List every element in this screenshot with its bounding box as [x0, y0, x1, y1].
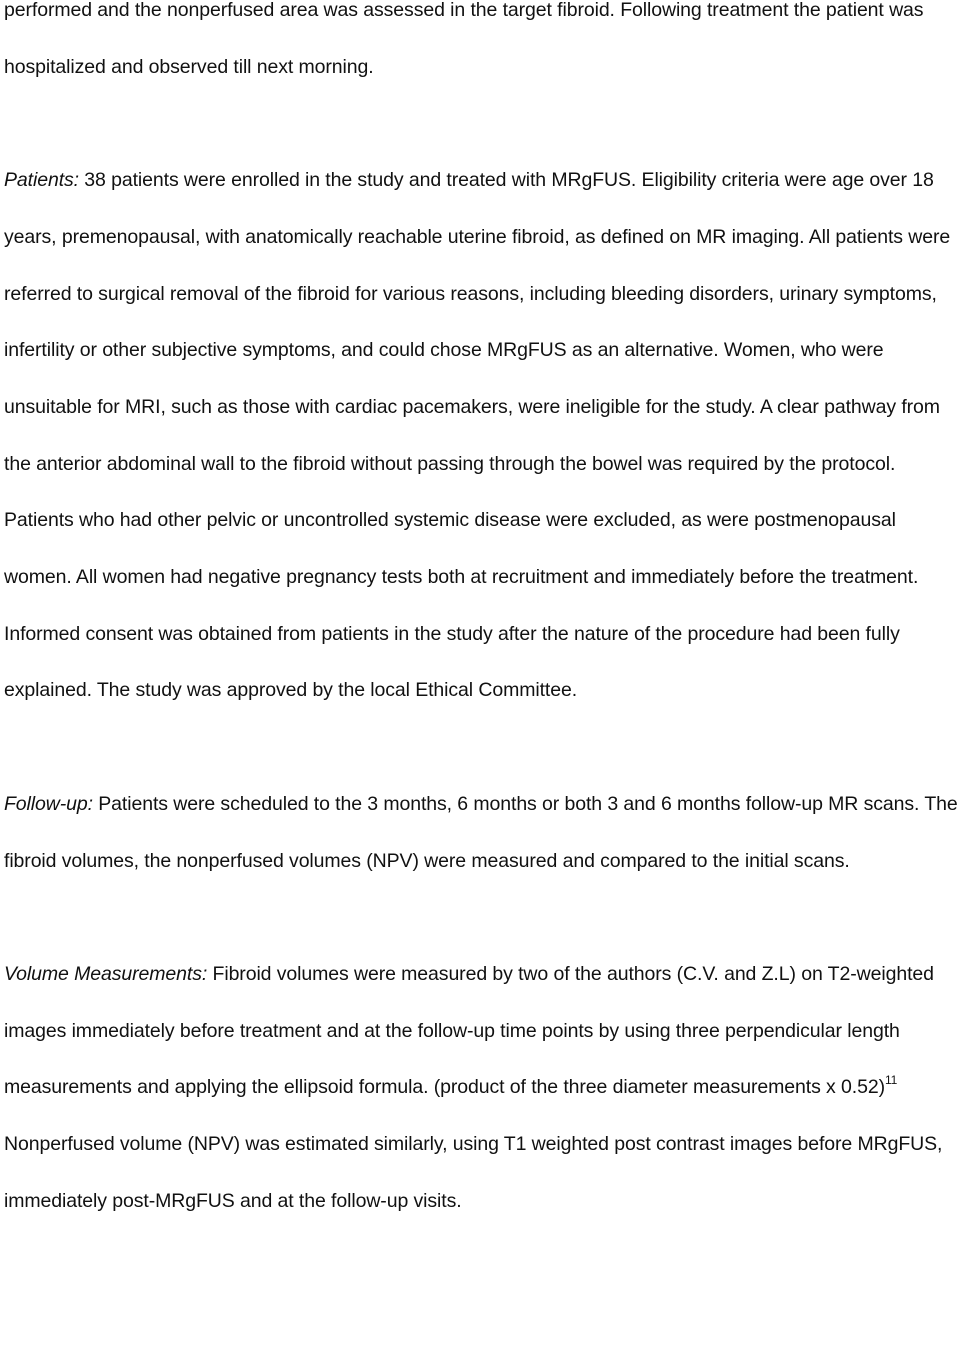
volume-text-before-ref: Fibroid volumes were measured by two of the authors (C.V. and Z.L) on T2-weighted images immediately before treatment and at the follow-up time points by using three perpendicular length measurements and applying the ellipsoid formula. (product of the three diameter measurements x 0.52) — [4, 962, 934, 1099]
volume-heading: Volume Measurements: — [4, 962, 208, 985]
paragraph-gap — [4, 889, 958, 946]
intro-text: performed and the nonperfused area was assessed in the target fibroid. Following treatment the patient was hospitalized and observed till next morning. — [4, 0, 924, 78]
patients-heading: Patients: — [4, 169, 79, 192]
followup-heading: Follow-up: — [4, 792, 93, 815]
patients-paragraph — [4, 152, 958, 719]
document-page — [4, 0, 958, 1229]
followup-paragraph — [4, 776, 958, 889]
paragraph-gap — [4, 719, 958, 776]
volume-paragraph — [4, 946, 958, 1230]
reference-number: 11 — [884, 1073, 898, 1088]
intro-paragraph — [4, 0, 958, 95]
patients-text: 38 patients were enrolled in the study and treated with MRgFUS. Eligibility criteria were age over 18 years, premenopausal, with anatomically reachable uterine fibroid, as defined on MR imaging. All patients were referred to surgical removal of the fibroid for various reasons, including bleeding disorders, urinary symptoms, infertility or other subjective symptoms, and could chose MRgFUS as an alternative. Women, who were unsuitable for MRI, such as those with cardiac pacemakers, were ineligible for the study. A clear pathway from the anterior abdominal wall to the fibroid without passing through the bowel was required by the protocol. Patients who had other pelvic or uncontrolled systemic disease were excluded, as were postmenopausal women. All women had negative pregnancy tests both at recruitment and immediately before the treatment. Informed consent was obtained from patients in the study after the nature of the procedure had been fully explained. The study was approved by the local Ethical Committee. — [4, 169, 951, 702]
volume-text-after-ref: Nonperfused volume (NPV) was estimated similarly, using T1 weighted post contrast images before MRgFUS, immediately post-MRgFUS and at the follow-up visits. — [4, 1076, 948, 1212]
paragraph-gap — [4, 95, 958, 152]
followup-text: Patients were scheduled to the 3 months, 6 months or both 3 and 6 months follow-up MR scans. The fibroid volumes, the nonperfused volumes (NPV) were measured and compared to the initial scans. — [4, 792, 958, 872]
